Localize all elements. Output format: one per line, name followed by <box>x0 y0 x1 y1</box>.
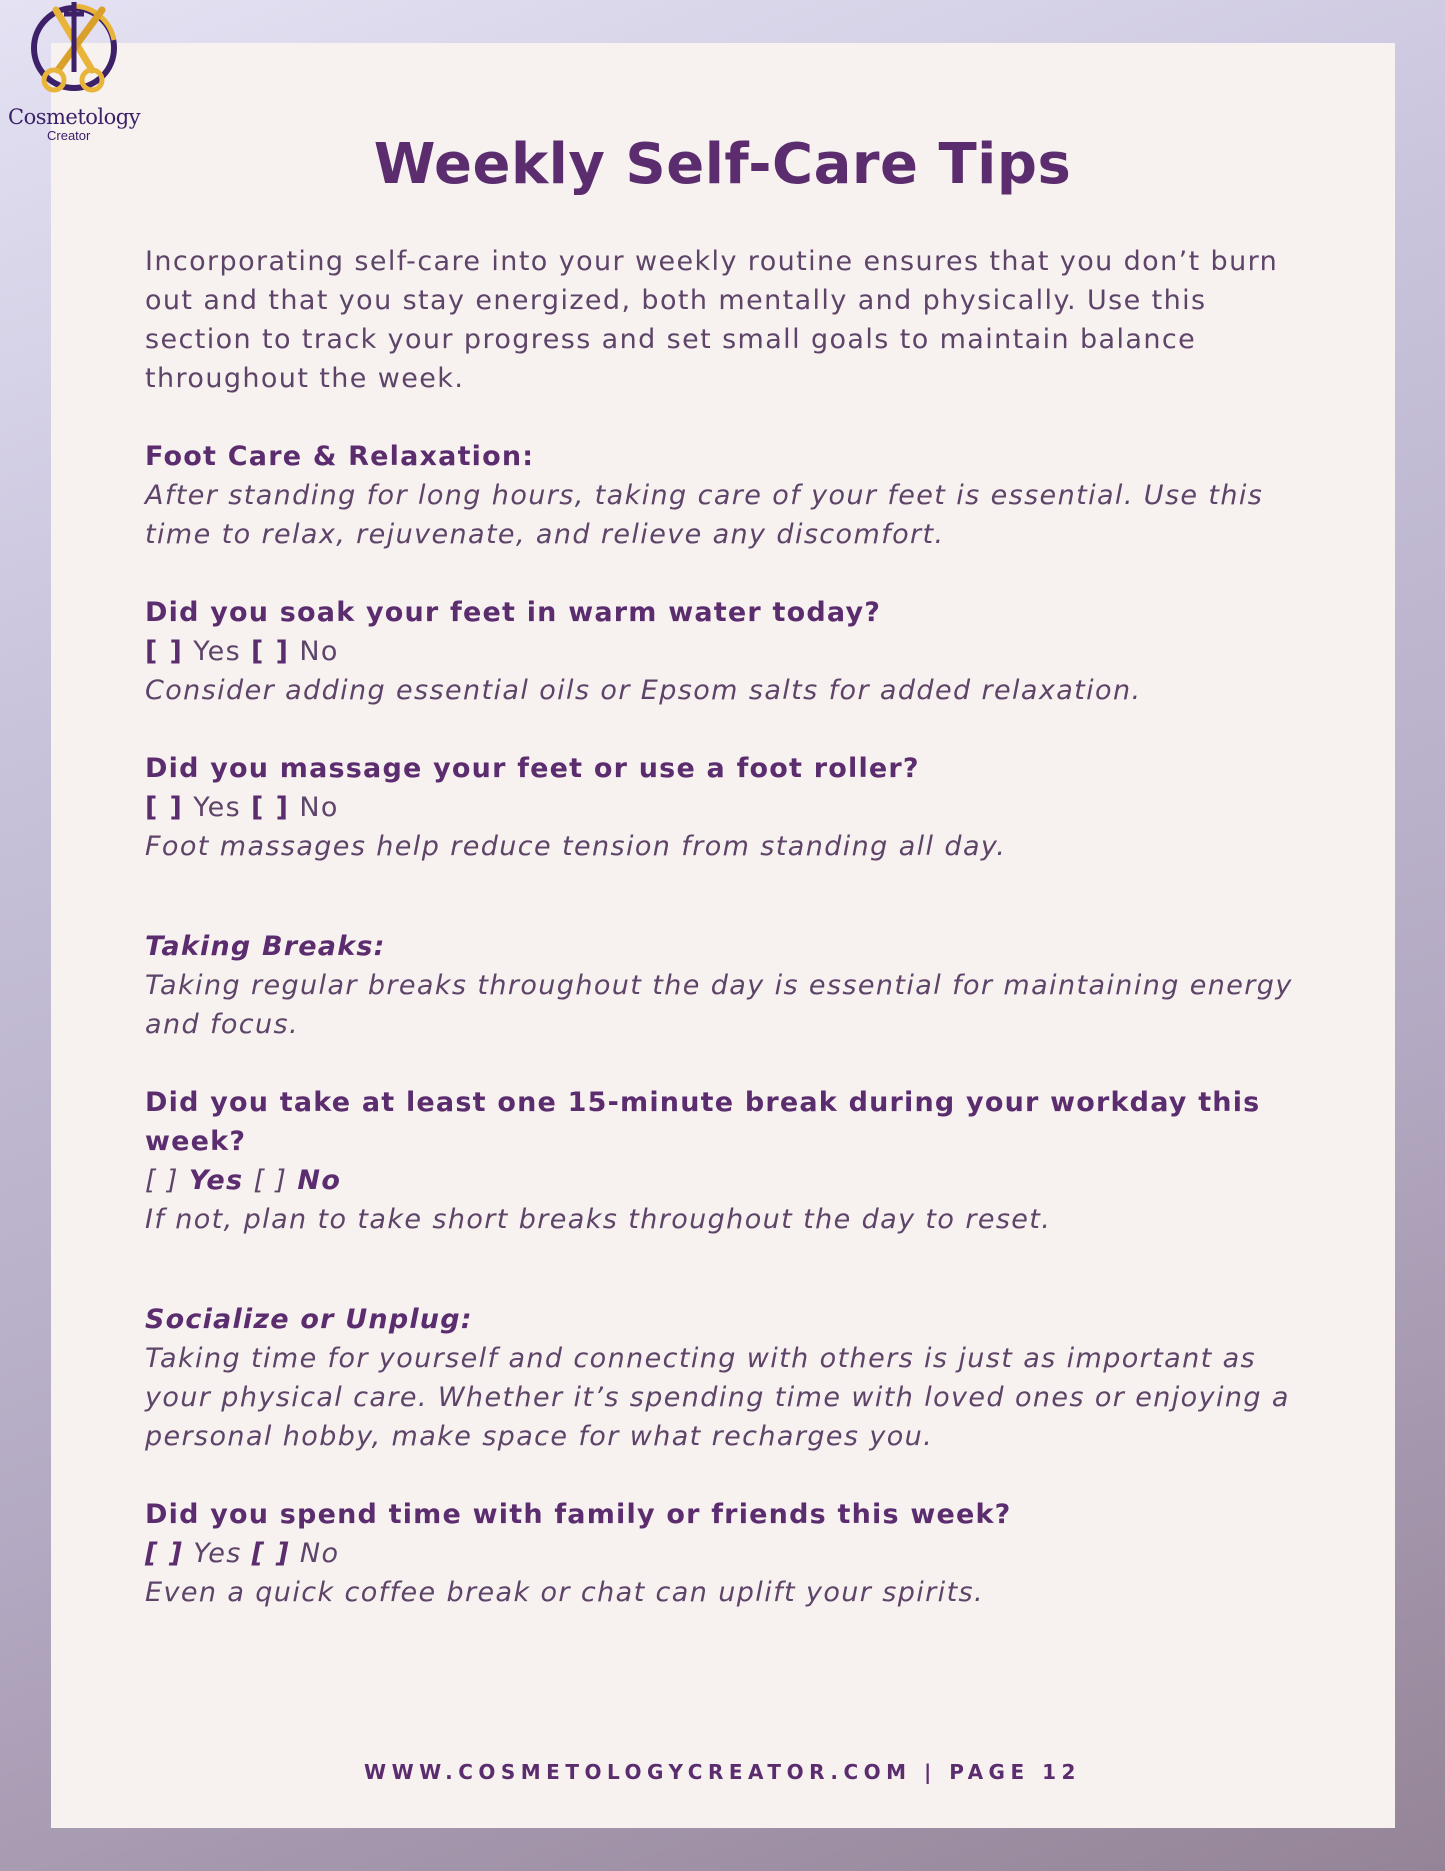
yes-checkbox[interactable]: [ ] <box>145 636 184 667</box>
question-take-break: Did you take at least one 15-minute break during your workday this week? <box>145 1087 1261 1157</box>
no-checkbox[interactable]: [ ] <box>251 1538 290 1569</box>
yes-label: Yes <box>193 636 242 667</box>
brand-tagline: Creator <box>47 128 91 143</box>
yes-checkbox[interactable]: [ ] <box>145 792 184 823</box>
no-checkbox[interactable]: [ ] <box>253 1165 288 1196</box>
section-heading-socialize: Socialize or Unplug: <box>145 1304 473 1335</box>
scissors-logo-icon <box>22 0 127 105</box>
question-massage-feet: Did you massage your feet or use a foot roller? <box>145 753 920 784</box>
tip-family-friends: Even a quick coffee break or chat can uplift your spirits. <box>145 1577 985 1608</box>
section-description-breaks: Taking regular breaks throughout the day is essential for maintaining energy and focus. <box>145 970 1293 1040</box>
section-description-socialize: Taking time for yourself and connecting with others is just as important as your physical care. Whether it’s spending time with loved ones or enjoying a personal hobby, make space for what recharges you. <box>145 1343 1290 1452</box>
section-heading-foot-care: Foot Care & Relaxation: <box>145 441 535 472</box>
section-description-foot-care: After standing for long hours, taking care of your feet is essential. Use this time to relax, rejuvenate, and relieve any discomfort. <box>145 480 1264 550</box>
intro-paragraph: Incorporating self-care into your weekly routine ensures that you don’t burn out and that you stay energized, both mentally and physically. Use this section to track your progress and set small goals to maintain balance throughout the week. <box>145 246 1279 394</box>
tip-take-break: If not, plan to take short breaks throughout the day to reset. <box>145 1204 1052 1235</box>
yes-label: Yes <box>188 1165 244 1196</box>
no-label: No <box>299 1538 340 1569</box>
answer-row-family-friends <box>145 1534 1320 1573</box>
yes-label: Yes <box>193 792 242 823</box>
answer-row-massage-feet <box>145 788 1320 827</box>
no-label: No <box>299 792 339 823</box>
page-footer: WWW.COSMETOLOGYCREATOR.COM | PAGE 12 <box>364 1760 1081 1784</box>
section-heading-breaks: Taking Breaks: <box>145 931 386 962</box>
question-family-friends: Did you spend time with family or friends this week? <box>145 1499 1012 1530</box>
no-label: No <box>297 1165 342 1196</box>
no-checkbox[interactable]: [ ] <box>251 636 290 667</box>
content <box>145 242 1320 1612</box>
page-title: Weekly Self-Care Tips <box>373 132 1072 197</box>
answer-row-take-break <box>145 1161 1320 1200</box>
yes-checkbox[interactable]: [ ] <box>145 1165 179 1196</box>
yes-checkbox[interactable]: [ ] <box>145 1538 184 1569</box>
answer-row-soak-feet <box>145 632 1320 671</box>
yes-label: Yes <box>193 1538 242 1569</box>
brand-logo <box>0 0 150 150</box>
no-checkbox[interactable]: [ ] <box>251 792 290 823</box>
no-label: No <box>299 636 339 667</box>
tip-soak-feet: Consider adding essential oils or Epsom salts for added relaxation. <box>145 675 1142 706</box>
question-soak-feet: Did you soak your feet in warm water today? <box>145 597 882 628</box>
tip-massage-feet: Foot massages help reduce tension from standing all day. <box>145 831 1007 862</box>
brand-name: Cosmetology <box>8 105 141 129</box>
